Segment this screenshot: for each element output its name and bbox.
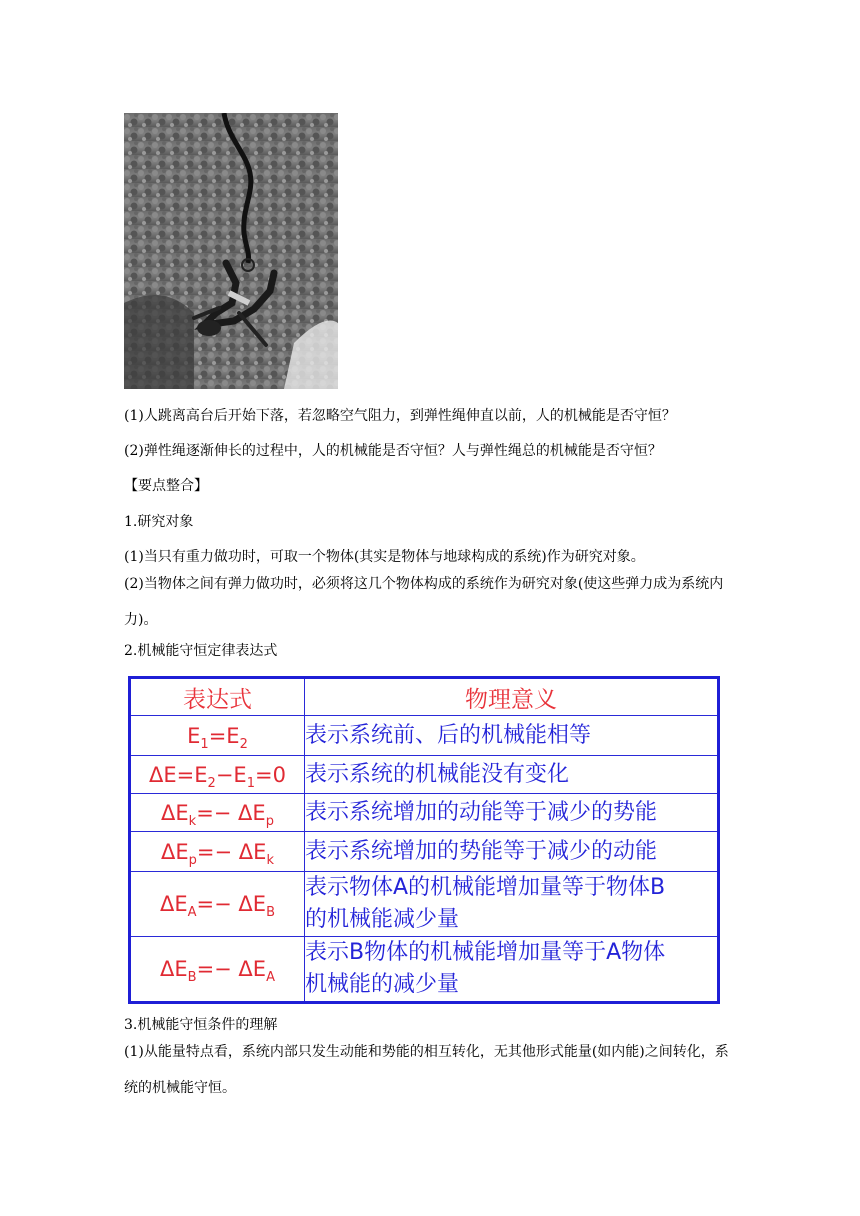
meaning-cell: 表示系统的机械能没有变化 [305, 756, 719, 794]
formula-cell: $\Delta E_k=- \Delta E_p$ [130, 794, 305, 832]
header-formula: 表达式 [130, 678, 305, 716]
point1-title: 1.研究对象 [124, 514, 194, 530]
table-row [130, 716, 719, 756]
point3-title: 3.机械能守恒条件的理解 [124, 1017, 278, 1033]
point1-item1: (1)当只有重力做功时，可取一个物体(其实是物体与地球构成的系统)作为研究对象。 [124, 549, 645, 565]
point1-item2: (2)当物体之间有弹力做功时，必须将这几个物体构成的系统作为研究对象(使这些弹力成为系统内力)。 [124, 576, 724, 628]
header-meaning: 物理意义 [305, 678, 719, 716]
table-row [130, 756, 719, 794]
meaning-cell: 表示系统增加的势能等于减少的动能 [305, 832, 719, 872]
formula-cell: $\Delta E_A=- \Delta E_B$ [130, 872, 305, 937]
question-2: (2)弹性绳逐渐伸长的过程中，人的机械能是否守恒？人与弹性绳总的机械能是否守恒？ [124, 443, 662, 459]
section-heading: 【要点整合】 [124, 478, 208, 494]
table-header-row [130, 678, 719, 716]
meaning-cell: 表示物体A的机械能增加量等于物体B 的机械能减少量 [305, 872, 719, 937]
formula-cell: $E_1=E_2$ [130, 716, 305, 756]
table-row [130, 832, 719, 872]
point3-item1: (1)从能量特点看，系统内部只发生动能和势能的相互转化，无其他形式能量(如内能)之间转化，系统的机械能守恒。 [124, 1044, 729, 1096]
meaning-cell: 表示系统增加的动能等于减少的势能 [305, 794, 719, 832]
table-row [130, 794, 719, 832]
table-row [130, 937, 719, 1003]
meaning-cell: 表示系统前、后的机械能相等 [305, 716, 719, 756]
formula-cell: $\Delta E_B=- \Delta E_A$ [130, 937, 305, 1003]
point2-title: 2.机械能守恒定律表达式 [124, 643, 278, 659]
meaning-cell: 表示B物体的机械能增加量等于A物体 机械能的减少量 [305, 937, 719, 1003]
bungee-jump-image [124, 113, 338, 389]
formula-cell: $\Delta E_p=- \Delta E_k$ [130, 832, 305, 872]
formula-cell: $\Delta E=E_2-E_1=0$ [130, 756, 305, 794]
table-row [130, 872, 719, 937]
expression-table [128, 676, 720, 1004]
bungee-jump-photo [124, 113, 338, 389]
question-1: (1)人跳离高台后开始下落，若忽略空气阻力，到弹性绳伸直以前，人的机械能是否守恒？ [124, 408, 676, 424]
